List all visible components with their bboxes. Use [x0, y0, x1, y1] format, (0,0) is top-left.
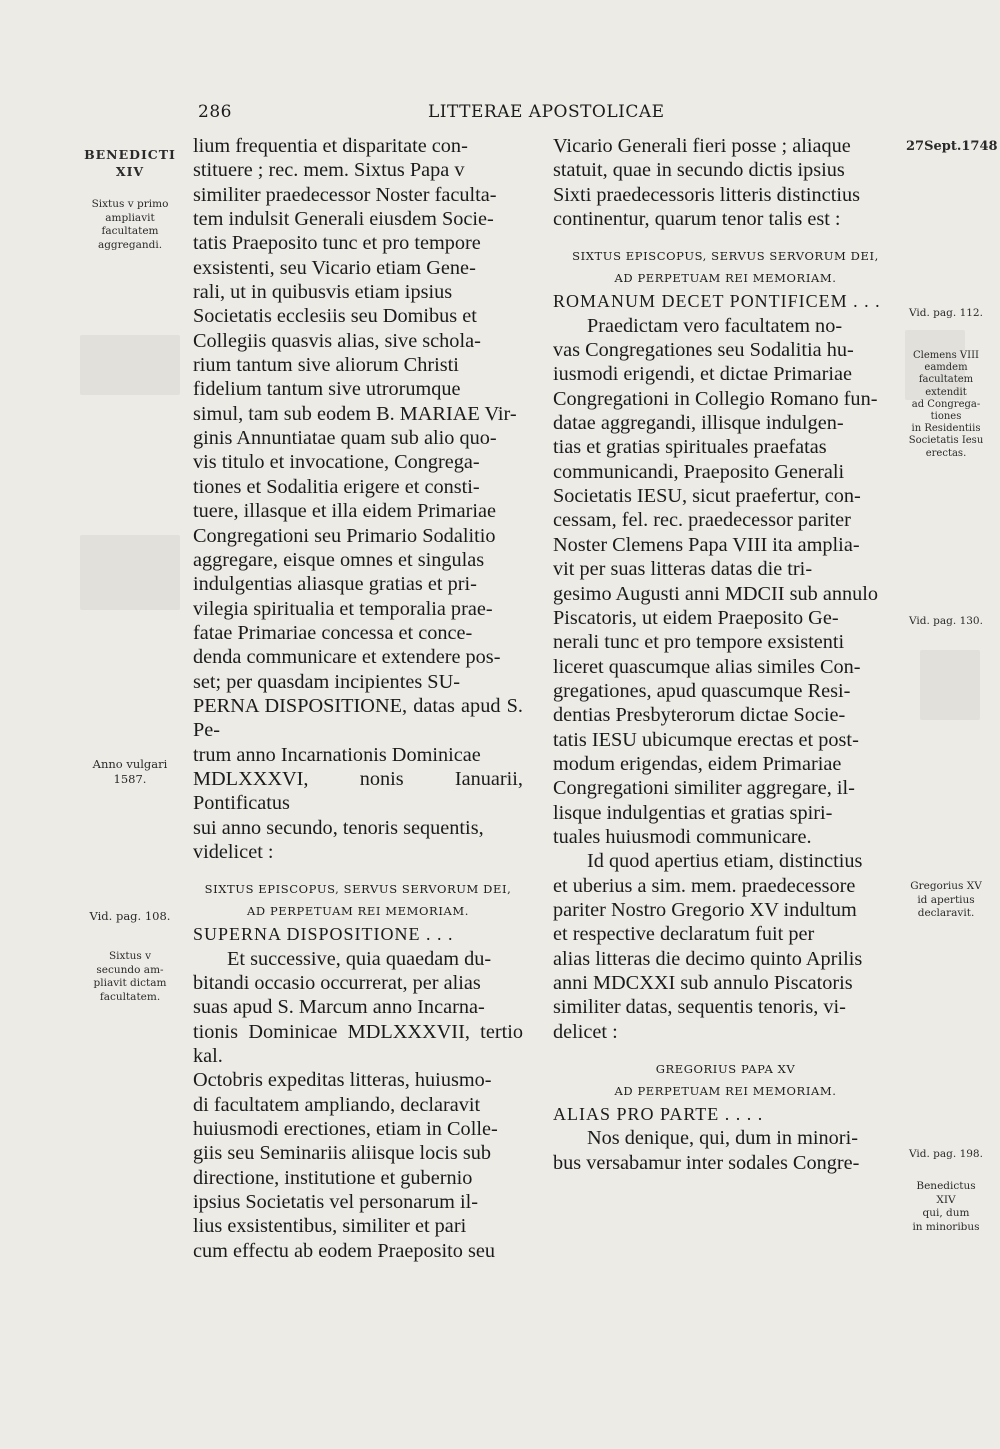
document-heading: SIXTUS EPISCOPUS, SERVUS SERVORUM DEI, [204, 882, 512, 897]
text-line: Praedictam vero facultatem no- [587, 314, 843, 337]
page-title: LITTERAE APOSTOLICAE [428, 102, 665, 122]
text-line: continentur, quarum tenor talis est : [553, 208, 841, 231]
text-line: di facultatem ampliando, declaravit [193, 1093, 481, 1116]
text-line: exsistenti, seu Vicario etiam Gene- [193, 256, 476, 279]
text-line: pliavit dictam [93, 977, 167, 989]
text-line: similiter datas, sequentis tenoris, vi- [553, 996, 846, 1019]
text-line: directione, institutione et gubernio [193, 1166, 473, 1189]
paragraph-sixtus-facultas [193, 134, 523, 864]
text-line: Octobris expeditas litteras, huiusmo- [193, 1069, 492, 1092]
text-line: id apertius [917, 893, 975, 906]
text-line: videlicet : [193, 840, 274, 863]
margin-note-sixtus-secundo [80, 950, 180, 1004]
document-subheading: AD PERPETUAM REI MEMORIAM. [614, 1084, 837, 1099]
margin-date: 27Sept.1748 [906, 139, 998, 154]
margin-note-vid-112: Vid. pag. 112. [909, 307, 983, 319]
text-column-left [193, 134, 523, 1263]
text-line: Collegiis quasvis alias, sive schola- [193, 329, 481, 352]
margin-note-vid-130: Vid. pag. 130. [909, 615, 983, 627]
incipit: SUPERNA DISPOSITIONE . . . [193, 924, 454, 945]
text-line: tatis IESU ubicumque erectas et post- [553, 728, 859, 751]
paragraph-vicario [553, 134, 898, 231]
text-line: facultatem [918, 374, 974, 386]
text-line: tatis Praeposito tunc et pro tempore [193, 232, 481, 255]
text-line: in minoribus [912, 1220, 980, 1233]
text-line: simul, tam sub eodem B. MARIAE Vir- [193, 402, 517, 425]
text-line: 1587. [113, 772, 147, 786]
text-line: Benedictus XIV [916, 1180, 976, 1206]
show-through-mark [920, 650, 980, 720]
text-line: Gregorius XV [910, 880, 982, 892]
text-line: similiter praedecessor Noster faculta- [193, 183, 497, 206]
text-line: Anno vulgari [92, 757, 168, 771]
text-line: suas apud S. Marcum anno Incarna- [193, 996, 485, 1019]
text-line: Sixti praedecessoris litteris distinctius [553, 183, 860, 206]
text-line: fatae Primariae concessa et conce- [193, 621, 473, 644]
text-line: stituere ; rec. mem. Sixtus Papa v [193, 159, 465, 182]
text-line: tiones [930, 411, 962, 423]
document-heading: SIXTUS EPISCOPUS, SERVUS SERVORUM DEI, [572, 249, 879, 264]
text-line: bitandi occasio occurrerat, per alias [193, 972, 481, 994]
text-line: extendit [925, 386, 967, 398]
margin-note-benedictus [906, 1180, 986, 1234]
text-line: Clemens VIII [913, 350, 979, 361]
text-line: delicet : [553, 1020, 618, 1043]
text-line: pariter Nostro Gregorio XV indultum [553, 898, 857, 921]
text-line: Societatis IESU, sicut praefertur, con- [553, 485, 861, 508]
text-line: qui, dum [922, 1207, 970, 1219]
text-line: tiones et Sodalitia erigere et consti- [193, 475, 480, 498]
show-through-mark [80, 535, 180, 610]
text-column-right [553, 134, 898, 1175]
text-line: tuere, illasque et illa eidem Primariae [193, 500, 496, 523]
text-line: Noster Clemens Papa VIII ita amplia- [553, 533, 860, 556]
text-line: aggregandi. [97, 238, 163, 251]
text-line: ampliavit [105, 211, 155, 224]
text-line: trum anno Incarnationis Dominicae [193, 743, 481, 766]
text-line: communicandi, Praeposito Generali [553, 460, 845, 483]
text-line: Et successive, quia quaedam du- [227, 947, 492, 970]
show-through-mark [80, 335, 180, 395]
text-line: eamdem [924, 362, 968, 374]
text-line: facultatem [101, 225, 159, 237]
paragraph-praedictam [553, 314, 898, 1044]
text-line: Sixtus v primo [91, 198, 169, 210]
text-line: set; per quasdam incipientes SU- [193, 670, 460, 693]
text-line: Nos denique, qui, dum in minori- [587, 1127, 858, 1150]
text-line: gesimo Augusti anni MDCII sub annulo [553, 582, 879, 605]
text-line: indulgentias aliasque gratias et pri- [193, 573, 477, 596]
text-line: iusmodi erigendi, et dictae Primariae [553, 363, 853, 386]
text-line: denda communicare et extendere pos- [193, 646, 501, 669]
text-line: tuales huiusmodi communicare. [553, 825, 812, 848]
text-line: Congregationi similiter aggregare, il- [553, 777, 855, 800]
text-line: ipsius Societatis vel personarum il- [193, 1191, 479, 1214]
text-line: tem indulsit Generali eiusdem Socie- [193, 208, 494, 231]
text-line: Sixtus v [108, 950, 152, 962]
text-line: ginis Annuntiatae quam sub alio quo- [193, 427, 497, 450]
text-line: cum effectu ab eodem Praeposito seu [193, 1239, 496, 1262]
text-line: facultatem. [99, 990, 161, 1003]
text-line: lium frequentia et disparitate con- [193, 135, 468, 157]
text-line: vit per suas litteras datas die tri- [553, 558, 813, 581]
page-number: 286 [198, 102, 232, 122]
incipit: ROMANUM DECET PONTIFICEM . . . [553, 291, 881, 312]
incipit: ALIAS PRO PARTE . . . . [553, 1104, 764, 1125]
margin-note-sixtus-primo [80, 198, 180, 252]
margin-note-clemens [906, 350, 986, 460]
margin-note-vid-198: Vid. pag. 198. [909, 1148, 983, 1160]
text-line: sui anno secundo, tenoris sequentis, [193, 816, 484, 839]
text-line: huiusmodi erectiones, etiam in Colle- [193, 1118, 498, 1141]
text-line: lisque indulgentias et gratias spiri- [553, 801, 833, 824]
text-line: Id quod apertius etiam, distinctius [587, 850, 863, 873]
text-line: statuit, quae in secundo dictis ipsius [553, 159, 845, 182]
paragraph-nos-denique [553, 1126, 898, 1175]
text-line: nerali tunc et pro tempore exsistenti [553, 631, 845, 654]
text-line: Vicario Generali fieri posse ; aliaque [553, 135, 851, 157]
text-line: fidelium tantum sive utrorumque [193, 378, 461, 401]
text-line: datae aggregandi, illisque indulgen- [553, 412, 844, 435]
margin-pope-name [80, 146, 180, 180]
text-line: liceret quascumque alias similes Con- [553, 655, 861, 678]
margin-note-gregorius [906, 880, 986, 921]
text-line: tionis Dominicae MDLXXXVII, tertio kal. [193, 1020, 523, 1068]
text-line: gregationes, apud quascumque Resi- [553, 679, 851, 702]
text-line: aggregare, eisque omnes et singulas [193, 548, 485, 571]
text-line: XIV [115, 164, 145, 179]
text-line: ad Congrega- [911, 398, 981, 410]
paragraph-successive [193, 947, 523, 1263]
text-line: Congregationi in Collegio Romano fun- [553, 387, 878, 410]
text-line: lius exsistentibus, similiter et pari [193, 1215, 467, 1238]
text-line: alias litteras die decimo quinto Aprilis [553, 947, 863, 970]
margin-note-anno [80, 757, 180, 787]
text-line: giis seu Seminariis aliisque locis sub [193, 1142, 491, 1165]
text-line: bus versabamur inter sodales Congre- [553, 1151, 860, 1174]
text-line: Societatis ecclesiis seu Domibus et [193, 305, 477, 328]
text-line: vis titulo et invocatione, Congrega- [193, 451, 480, 474]
text-line: vilegia spiritualia et temporalia prae- [193, 597, 493, 620]
text-line: Societatis Iesu [908, 435, 984, 447]
text-line: et uberius a sim. mem. praedecessore [553, 874, 856, 897]
text-line: vas Congregationes seu Sodalitia hu- [553, 339, 854, 362]
text-line: PERNA DISPOSITIONE, datas apud S. Pe- [193, 694, 523, 742]
text-line: anni MDCXXI sub annulo Piscatoris [553, 972, 853, 994]
document-subheading: AD PERPETUAM REI MEMORIAM. [614, 271, 837, 286]
text-line: erectas. [925, 447, 967, 459]
text-line: dentias Presbyterorum dictae Socie- [553, 704, 846, 727]
text-line: BENEDICTI [84, 147, 176, 162]
text-line: et respective declaratum fuit per [553, 923, 815, 946]
document-subheading: AD PERPETUAM REI MEMORIAM. [246, 904, 469, 919]
text-line: Piscatoris, ut eidem Praeposito Ge- [553, 606, 839, 629]
text-line: tias et gratias spirituales praefatas [553, 436, 827, 459]
text-line: cessam, fel. rec. praedecessor pariter [553, 509, 851, 532]
text-line: secundo am- [96, 963, 164, 976]
text-line: Congregationi seu Primario Sodalitio [193, 524, 496, 547]
text-line: rium tantum sive aliorum Christi [193, 354, 459, 377]
text-line: MDLXXXVI, nonis Ianuarii, Pontificatus [193, 767, 523, 815]
text-line: declaravit. [917, 907, 975, 919]
text-line: in Residentiis [911, 423, 981, 435]
text-line: rali, ut in quibusvis etiam ipsius [193, 281, 453, 304]
margin-note-vid-108: Vid. pag. 108. [89, 909, 171, 923]
document-heading: GREGORIUS PAPA XV [655, 1062, 796, 1077]
text-line: modum erigendas, eidem Primariae [553, 752, 842, 775]
